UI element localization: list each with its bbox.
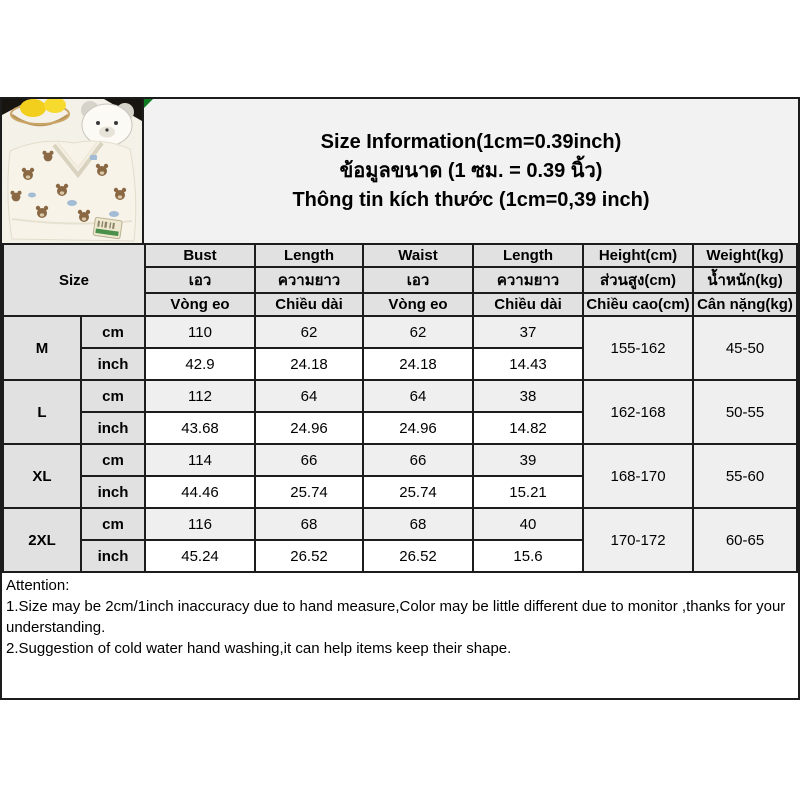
column-header-length1-th: ความยาว bbox=[255, 267, 363, 293]
column-header-height-vi: Chiều cao(cm) bbox=[583, 293, 693, 316]
table-cell: 14.43 bbox=[473, 348, 583, 380]
table-cell: 68 bbox=[363, 508, 473, 540]
column-header-waist-th: เอว bbox=[363, 267, 473, 293]
size-row-label-m: M bbox=[3, 316, 81, 380]
height-range-cell: 168-170 bbox=[583, 444, 693, 508]
table-cell: 25.74 bbox=[255, 476, 363, 508]
unit-cell-inch: inch bbox=[81, 540, 145, 572]
column-header-height-en: Height(cm) bbox=[583, 244, 693, 267]
size-chart-sheet bbox=[0, 97, 800, 700]
column-header-weight-th: น้ำหนัก(kg) bbox=[693, 267, 797, 293]
attention-heading: Attention: bbox=[6, 577, 70, 594]
column-header-weight-en: Weight(kg) bbox=[693, 244, 797, 267]
page-title-th: ข้อมูลขนาด (1 ซม. = 0.39 นิ้ว) bbox=[339, 159, 603, 182]
table-cell: 24.96 bbox=[255, 412, 363, 444]
column-header-length2-vi: Chiều dài bbox=[473, 293, 583, 316]
size-info-title-block bbox=[142, 99, 798, 243]
column-header-weight-vi: Cân nặng(kg) bbox=[693, 293, 797, 316]
table-cell: 24.18 bbox=[255, 348, 363, 380]
height-range-cell: 162-168 bbox=[583, 380, 693, 444]
weight-range-cell: 50-55 bbox=[693, 380, 797, 444]
table-cell: 14.82 bbox=[473, 412, 583, 444]
table-cell: 15.6 bbox=[473, 540, 583, 572]
product-photo bbox=[2, 99, 142, 243]
weight-range-cell: 45-50 bbox=[693, 316, 797, 380]
column-header-waist-vi: Vòng eo bbox=[363, 293, 473, 316]
table-cell: 15.21 bbox=[473, 476, 583, 508]
column-header-waist-en: Waist bbox=[363, 244, 473, 267]
height-range-cell: 170-172 bbox=[583, 508, 693, 572]
table-cell: 64 bbox=[255, 380, 363, 412]
unit-cell-cm: cm bbox=[81, 316, 145, 348]
table-cell: 42.9 bbox=[145, 348, 255, 380]
table-cell: 114 bbox=[145, 444, 255, 476]
table-cell: 64 bbox=[363, 380, 473, 412]
size-row-label-xl: XL bbox=[3, 444, 81, 508]
plush-bear bbox=[81, 101, 134, 146]
table-cell: 110 bbox=[145, 316, 255, 348]
table-cell: 66 bbox=[255, 444, 363, 476]
attention-note bbox=[2, 573, 798, 659]
table-cell: 45.24 bbox=[145, 540, 255, 572]
table-cell: 26.52 bbox=[363, 540, 473, 572]
header-section bbox=[2, 99, 798, 243]
unit-cell-cm: cm bbox=[81, 444, 145, 476]
table-cell: 37 bbox=[473, 316, 583, 348]
column-header-bust-en: Bust bbox=[145, 244, 255, 267]
table-cell: 24.18 bbox=[363, 348, 473, 380]
column-header-length2-th: ความยาว bbox=[473, 267, 583, 293]
unit-cell-inch: inch bbox=[81, 348, 145, 380]
table-cell: 40 bbox=[473, 508, 583, 540]
unit-cell-cm: cm bbox=[81, 380, 145, 412]
unit-cell-inch: inch bbox=[81, 412, 145, 444]
column-header-height-th: ส่วนสูง(cm) bbox=[583, 267, 693, 293]
column-header-length1-en: Length bbox=[255, 244, 363, 267]
table-cell: 116 bbox=[145, 508, 255, 540]
height-range-cell: 155-162 bbox=[583, 316, 693, 380]
cell-corner-marker-icon bbox=[144, 99, 153, 108]
table-cell: 112 bbox=[145, 380, 255, 412]
table-cell: 68 bbox=[255, 508, 363, 540]
product-photo-illustration bbox=[2, 99, 142, 243]
table-cell: 44.46 bbox=[145, 476, 255, 508]
table-cell: 43.68 bbox=[145, 412, 255, 444]
table-cell: 24.96 bbox=[363, 412, 473, 444]
column-header-length1-vi: Chiều dài bbox=[255, 293, 363, 316]
column-header-bust-vi: Vòng eo bbox=[145, 293, 255, 316]
page-title-vi: Thông tin kích thước (1cm=0,39 inch) bbox=[292, 188, 650, 211]
attention-line-2: 2.Suggestion of cold water hand washing,it can help items keep their shape. bbox=[6, 640, 512, 657]
column-header-length2-en: Length bbox=[473, 244, 583, 267]
product-tag bbox=[93, 217, 122, 239]
page-title-en: Size Information(1cm=0.39inch) bbox=[320, 130, 622, 153]
unit-cell-cm: cm bbox=[81, 508, 145, 540]
size-row-label-2xl: 2XL bbox=[3, 508, 81, 572]
table-cell: 62 bbox=[363, 316, 473, 348]
table-cell: 66 bbox=[363, 444, 473, 476]
table-cell: 62 bbox=[255, 316, 363, 348]
table-cell: 38 bbox=[473, 380, 583, 412]
table-cell: 39 bbox=[473, 444, 583, 476]
unit-cell-inch: inch bbox=[81, 476, 145, 508]
size-row-label-l: L bbox=[3, 380, 81, 444]
table-cell: 25.74 bbox=[363, 476, 473, 508]
column-header-bust-th: เอว bbox=[145, 267, 255, 293]
weight-range-cell: 60-65 bbox=[693, 508, 797, 572]
size-column-header: Size bbox=[3, 244, 145, 316]
attention-line-1: 1.Size may be 2cm/1inch inaccuracy due to hand measure,Color may be little different due to monitor ,thanks for your understanding. bbox=[6, 598, 786, 636]
table-cell: 26.52 bbox=[255, 540, 363, 572]
size-table bbox=[2, 243, 798, 573]
weight-range-cell: 55-60 bbox=[693, 444, 797, 508]
